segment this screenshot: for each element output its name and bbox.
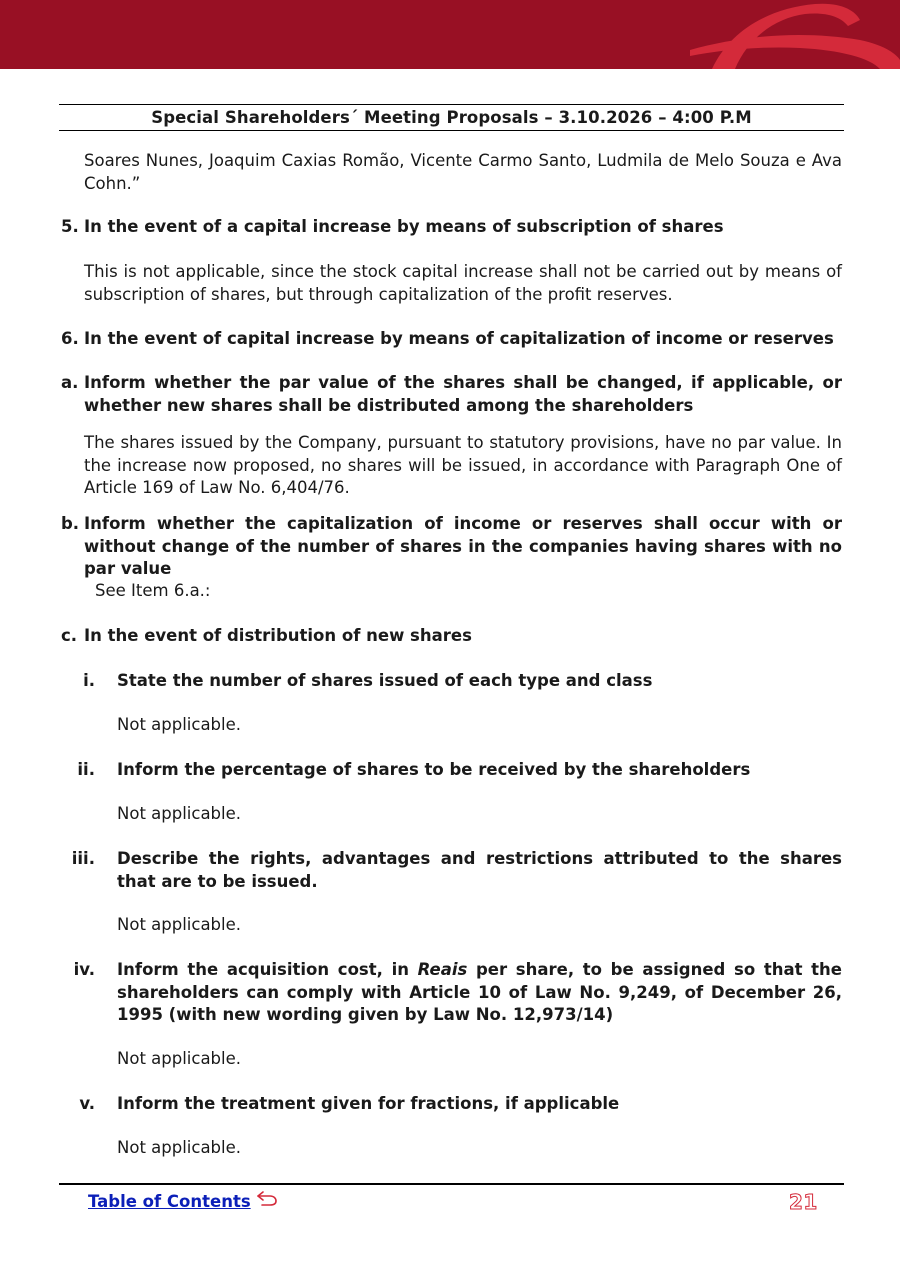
item-iii-label: iii. (71, 849, 95, 868)
item-iv-heading-post: per share, to be assigned so that the shareholders can comply with Article 10 of Law No. 9,249, of December 26, 1995 (with new wording given by Law No. 12,973/14) (117, 960, 842, 1024)
section-6c-heading: In the event of distribution of new shares (84, 626, 472, 645)
page-header-title: Special Shareholders´ Meeting Proposals – 3.10.2026 – 4:00 P.M (151, 108, 752, 127)
section-6-heading: In the event of capital increase by means of capitalization of income or reserves (84, 329, 834, 348)
section-6a-label: a. (61, 373, 79, 392)
section-6c-label: c. (61, 626, 78, 645)
item-v-body: Not applicable. (117, 1138, 242, 1157)
item-i-label: i. (83, 671, 95, 690)
table-of-contents-link[interactable]: Table of Contents (88, 1192, 251, 1211)
item-ii-body: Not applicable. (117, 804, 242, 823)
section-6a-body: The shares issued by the Company, pursuant to statutory provisions, have no par value. In the increase now proposed, no shares will be issued, in accordance with Paragraph One of Article 169 of Law No. 6,404/76. (84, 433, 842, 497)
continuation-paragraph: Soares Nunes, Joaquim Caxias Romão, Vicente Carmo Santo, Ludmila de Melo Souza e Ava Cohn.” (84, 151, 842, 193)
footer-rule (59, 1183, 844, 1185)
item-iv-body: Not applicable. (117, 1049, 242, 1068)
item-iii-body: Not applicable. (117, 915, 242, 934)
header-rule-bottom (59, 130, 844, 131)
item-i-heading: State the number of shares issued of each type and class (117, 671, 653, 690)
page-number: 21 (789, 1190, 818, 1214)
item-iv-heading-italic: Reais (417, 960, 468, 979)
section-6-number: 6. (61, 329, 79, 348)
top-banner (0, 0, 900, 69)
item-v-label: v. (79, 1094, 95, 1113)
item-i-body: Not applicable. (117, 715, 242, 734)
item-ii-heading: Inform the percentage of shares to be received by the shareholders (117, 760, 751, 779)
brand-logo-swoosh-icon (0, 0, 900, 69)
item-iv-heading (117, 959, 842, 1027)
item-iv-label: iv. (73, 960, 95, 979)
section-6b-label: b. (61, 514, 80, 533)
header-rule-top (59, 104, 844, 105)
item-v-heading: Inform the treatment given for fractions, if applicable (117, 1094, 620, 1113)
section-5-heading: In the event of a capital increase by means of subscription of shares (84, 217, 724, 236)
item-iii-heading: Describe the rights, advantages and restrictions attributed to the shares that are to be issued. (117, 849, 842, 891)
item-iv-heading-pre: Inform the acquisition cost, in (117, 960, 418, 979)
return-arrow-icon[interactable] (256, 1189, 278, 1207)
section-6b-heading: Inform whether the capitalization of income or reserves shall occur with or without change of the number of shares in the companies having shares with no par value (84, 514, 842, 578)
section-5-body: This is not applicable, since the stock capital increase shall not be carried out by means of subscription of shares, but through capitalization of the profit reserves. (84, 262, 842, 304)
item-ii-label: ii. (77, 760, 95, 779)
section-6b-body: See Item 6.a.: (95, 581, 211, 600)
section-5-number: 5. (61, 217, 79, 236)
section-6a-heading: Inform whether the par value of the shares shall be changed, if applicable, or whether new shares shall be distributed among the shareholders (84, 373, 842, 415)
